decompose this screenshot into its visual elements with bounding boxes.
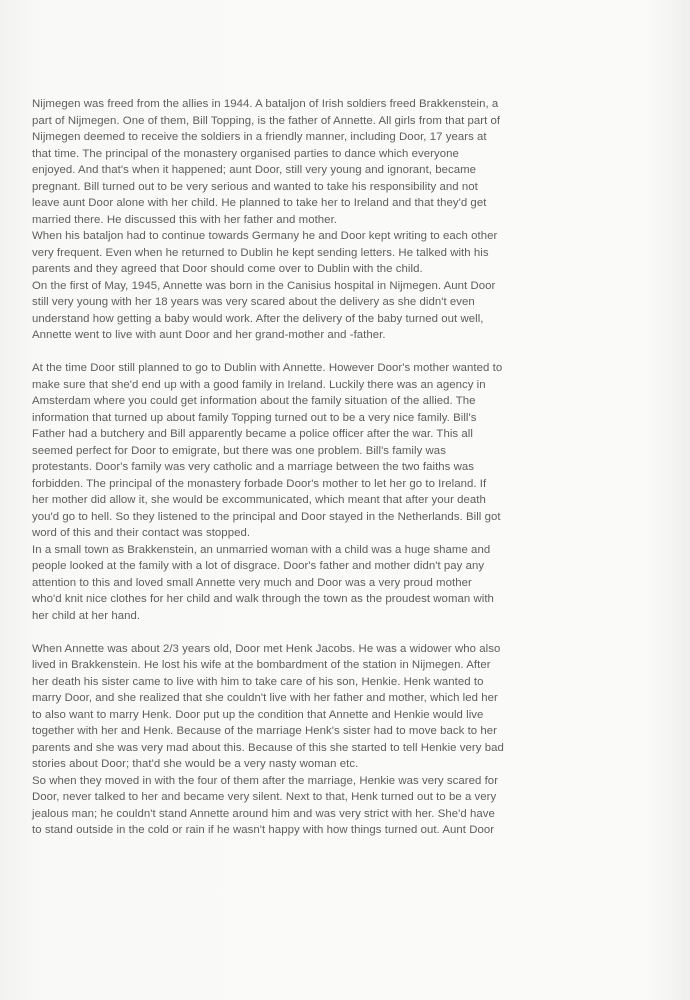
text-line: forbidden. The principal of the monastery forbade Door's mother to let her go to Ireland. If [32, 477, 487, 490]
text-line: married there. He discussed this with her father and mother. [32, 213, 337, 226]
text-line: Father had a butchery and Bill apparently became a police officer after the war. This all [32, 428, 473, 440]
paragraph [32, 228, 662, 278]
text-line: her death his sister came to live with him to take care of his son, Henkie. Henk wanted to [32, 675, 484, 688]
text-line: When Annette was about 2/3 years old, Door met Henk Jacobs. He was a widower who also [32, 642, 501, 655]
text-line: still very young with her 18 years was very scared about the delivery as she didn't even [32, 296, 475, 308]
text-line: On the first of May, 1945, Annette was born in the Canisius hospital in Nijmegen. Aunt Door [32, 279, 496, 292]
text-line: part of Nijmegen. One of them, Bill Topping, is the father of Annette. All girls from that part of [32, 114, 501, 127]
text-line: leave aunt Door alone with her child. He planned to take her to Ireland and that they'd get [32, 197, 487, 209]
text-line: to also want to marry Henk. Door put up the condition that Annette and Henkie would live [32, 708, 484, 721]
text-line: lived in Brakkenstein. He lost his wife at the bombardment of the station in Nijmegen. After [32, 659, 491, 671]
text-line: pregnant. Bill turned out to be very serious and wanted to take his responsibility and not [32, 180, 478, 193]
text-line: enjoyed. And that's when it happened; aunt Door, still very young and ignorant, became [32, 164, 477, 176]
text-line: make sure that she'd end up with a good family in Ireland. Luckily there was an agency in [32, 378, 486, 391]
text-line: to stand outside in the cold or rain if he wasn't happy with how things turned out. Aunt Door [32, 824, 495, 836]
text-line: Amsterdam where you could get information about the family situation of the allied. The [32, 395, 476, 407]
text-line: At the time Door still planned to go to Dublin with Annette. However Door's mother wanted to [32, 362, 503, 374]
text-line: understand how getting a baby would work. After the delivery of the baby turned out well, [32, 312, 484, 325]
document-body [32, 96, 662, 839]
text-line: her mother did allow it, she would be excommunicated, which meant that after your death [32, 494, 486, 506]
text-line: protestants. Door's family was very catholic and a marriage between the two faiths was [32, 461, 475, 473]
paragraph [32, 641, 662, 773]
paragraph [32, 96, 662, 228]
text-line: information that turned up about family Topping turned out to be a very nice family. Bill's [32, 411, 477, 424]
text-line: you'd go to hell. So they listened to the principal and Door stayed in the Netherlands. Bill got [32, 510, 501, 523]
paragraph [32, 773, 662, 839]
text-line: Door, never talked to her and became very silent. Next to that, Henk turned out to be a very [32, 791, 497, 803]
text-line: very frequent. Even when he returned to Dublin he kept sending letters. He talked with his [32, 246, 489, 259]
text-line: people looked at the family with a lot of disgrace. Door's father and mother didn't pay any [32, 560, 485, 572]
text-line: her child at her hand. [32, 609, 141, 622]
text-line: seemed perfect for Door to emigrate, but there was one problem. Bill's family was [32, 444, 446, 457]
text-line: Nijmegen deemed to receive the soldiers in a friendly manner, including Door, 17 years at [32, 131, 487, 143]
text-line: marry Door, and she realized that she couldn't live with her father and mother, which led her [32, 692, 498, 704]
text-line: stories about Door; that'd she would be a very nasty woman etc. [32, 758, 359, 770]
text-line: Annette went to live with aunt Door and her grand-mother and -father. [32, 329, 386, 341]
paragraph [32, 360, 662, 542]
text-line: word of this and their contact was stopped. [32, 527, 251, 539]
paragraph [32, 542, 662, 625]
paragraph-gap [32, 344, 662, 361]
paragraph-gap [32, 624, 662, 641]
text-line: who'd knit nice clothes for her child and walk through the town as the proudest woman with [32, 593, 494, 605]
text-line: parents and she was very mad about this. Because of this she started to tell Henkie very bad [32, 741, 504, 754]
text-line: that time. The principal of the monastery organised parties to dance which everyone [32, 147, 459, 160]
text-line: attention to this and loved small Annette very much and Door was a very proud mother [32, 576, 472, 589]
text-line: Nijmegen was freed from the allies in 1944. A bataljon of Irish soldiers freed Brakkenstein, a [32, 98, 499, 110]
paragraph [32, 278, 662, 344]
text-line: So when they moved in with the four of them after the marriage, Henkie was very scared for [32, 774, 499, 787]
text-line: jealous man; he couldn't stand Annette around him and was very strict with her. She'd have [32, 807, 495, 820]
text-line: together with her and Henk. Because of the marriage Henk's sister had to move back to her [32, 725, 498, 737]
text-line: parents and they agreed that Door should come over to Dublin with the child. [32, 263, 423, 275]
text-line: In a small town as Brakkenstein, an unmarried woman with a child was a huge shame and [32, 543, 491, 556]
text-line: When his bataljon had to continue towards Germany he and Door kept writing to each other [32, 230, 498, 242]
